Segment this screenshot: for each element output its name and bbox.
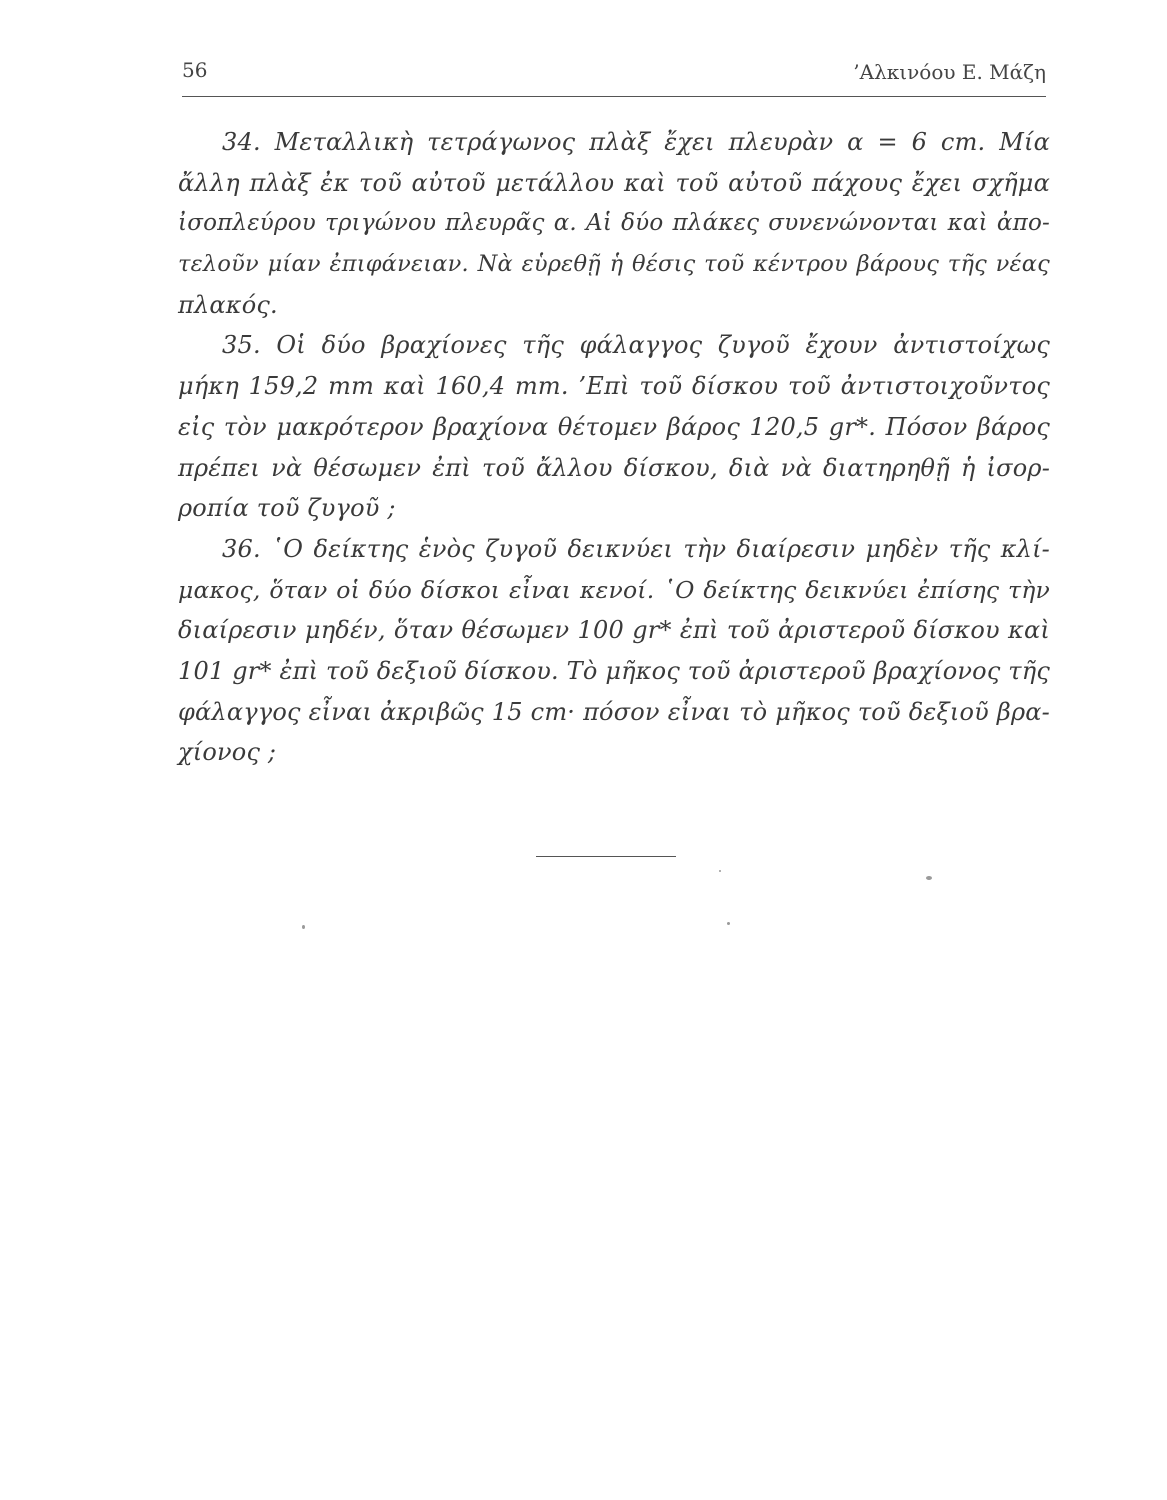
problem-35-line: ροπία τοῦ ζυγοῦ ; bbox=[178, 494, 396, 523]
header-rule bbox=[182, 96, 1046, 97]
problem-35-line: μήκη 159,2 mm καὶ 160,4 mm. ’Επὶ τοῦ δίσκου τοῦ ἀντιστοιχοῦντος bbox=[178, 372, 1050, 401]
running-head bbox=[182, 58, 1046, 88]
section-end-rule bbox=[536, 856, 676, 857]
scan-speck bbox=[302, 925, 305, 929]
running-head-author: ’Αλκινόου Ε. Μάζη bbox=[853, 60, 1046, 84]
problems-text bbox=[178, 122, 1050, 773]
problem-34-line: ἄλλη πλὰξ ἐκ τοῦ αὐτοῦ μετάλλου καὶ τοῦ αὐτοῦ πάχους ἔχει σχῆμα bbox=[178, 168, 1050, 197]
problem-35-line: πρέπει νὰ θέσωμεν ἐπὶ τοῦ ἄλλου δίσκου, διὰ νὰ διατηρηθῇ ἡ ἰσορ- bbox=[178, 453, 1050, 482]
problem-35-line: εἰς τὸν μακρότερον βραχίονα θέτομεν βάρος 120,5 gr*. Πόσον βάρος bbox=[178, 412, 1050, 441]
scan-speck bbox=[719, 870, 721, 872]
problem-34-line: πλακός. bbox=[178, 290, 278, 319]
scan-speck bbox=[926, 876, 932, 880]
scan-speck bbox=[727, 922, 730, 925]
problem-36-line: χίονος ; bbox=[178, 738, 277, 767]
problem-36-line: φάλαγγος εἶναι ἀκριβῶς 15 cm· πόσον εἶναι τὸ μῆκος τοῦ δεξιοῦ βρα- bbox=[178, 697, 1050, 726]
page-number: 56 bbox=[182, 58, 208, 82]
problem-34-line: τελοῦν μίαν ἐπιφάνειαν. Νὰ εὑρεθῇ ἡ θέσις τοῦ κέντρου βάρους τῆς νέας bbox=[178, 251, 1050, 278]
problem-36-line: μακος, ὅταν οἱ δύο δίσκοι εἶναι κενοί. ῾Ο δείκτης δεικνύει ἐπίσης τὴν bbox=[178, 575, 1050, 604]
problem-36-line: 36. ῾Ο δείκτης ἑνὸς ζυγοῦ δεικνύει τὴν διαίρεσιν μηδὲν τῆς κλί- bbox=[222, 534, 1050, 563]
problem-34-line: 34. Μεταλλικὴ τετράγωνος πλὰξ ἔχει πλευρὰν α = 6 cm. Μία bbox=[222, 128, 1050, 156]
problem-34-line: ἰσοπλεύρου τριγώνου πλευρᾶς α. Αἱ δύο πλάκες συνενώνονται καὶ ἀπο- bbox=[178, 210, 1050, 237]
problem-36-line: διαίρεσιν μηδέν, ὅταν θέσωμεν 100 gr* ἐπὶ τοῦ ἀριστεροῦ δίσκου καὶ bbox=[178, 616, 1050, 645]
problem-35-line: 35. Οἱ δύο βραχίονες τῆς φάλαγγος ζυγοῦ ἔχουν ἀντιστοίχως bbox=[222, 331, 1050, 360]
problem-36-line: 101 gr* ἐπὶ τοῦ δεξιοῦ δίσκου. Τὸ μῆκος τοῦ ἀριστεροῦ βραχίονος τῆς bbox=[178, 656, 1050, 685]
